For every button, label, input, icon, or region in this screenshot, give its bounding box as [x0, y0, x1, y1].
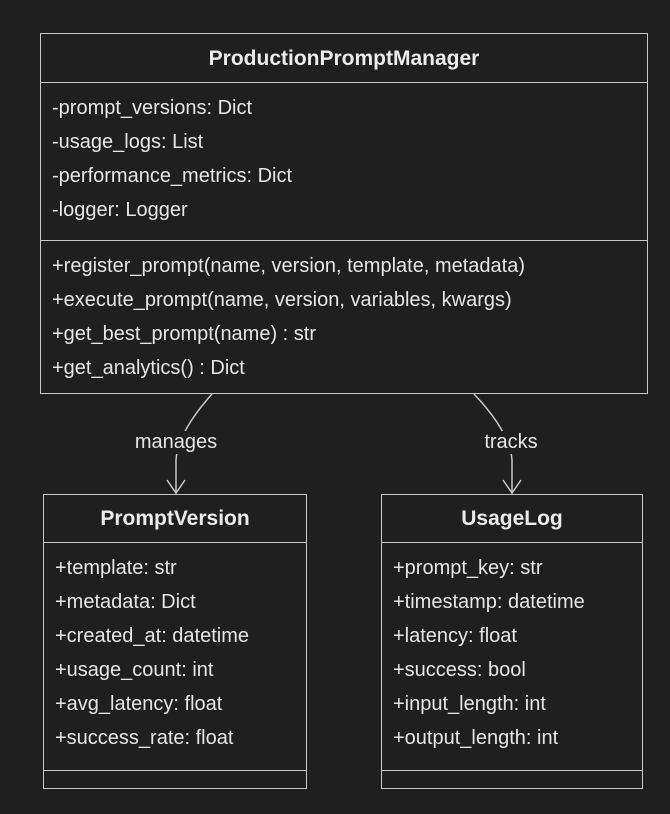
- attribute: +latency: float: [393, 625, 517, 647]
- attribute: +success: bool: [393, 659, 526, 681]
- attribute: +timestamp: datetime: [393, 591, 585, 613]
- class-name: UsageLog: [382, 495, 642, 543]
- attributes-section: [382, 543, 642, 771]
- attribute: +prompt_key: str: [393, 557, 543, 579]
- attribute: -usage_logs: List: [52, 131, 204, 153]
- method: +register_prompt(name, version, template, metadata): [52, 255, 525, 277]
- class-name: PromptVersion: [44, 495, 306, 543]
- attribute: -performance_metrics: Dict: [52, 165, 293, 187]
- prompt-version-class: [43, 494, 307, 789]
- production-prompt-manager-class: [40, 33, 648, 394]
- tracks-label: tracks: [470, 431, 552, 454]
- attribute: +output_length: int: [393, 727, 559, 749]
- attribute: -logger: Logger: [52, 199, 188, 221]
- methods-section: [41, 241, 647, 393]
- method: +execute_prompt(name, version, variables, kwargs): [52, 289, 512, 311]
- attribute: +usage_count: int: [55, 659, 214, 681]
- class-name: ProductionPromptManager: [41, 34, 647, 83]
- tracks-arrowhead: [503, 480, 521, 493]
- attribute: +created_at: datetime: [55, 625, 250, 647]
- attributes-section: [44, 543, 306, 771]
- attribute: +success_rate: float: [55, 727, 234, 749]
- attribute: +avg_latency: float: [55, 693, 223, 715]
- methods-section: [44, 771, 306, 788]
- usage-log-class: [381, 494, 643, 789]
- method: +get_best_prompt(name) : str: [52, 323, 317, 345]
- attributes-section: [41, 83, 647, 241]
- method: +get_analytics() : Dict: [52, 357, 245, 379]
- attribute: -prompt_versions: Dict: [52, 97, 253, 119]
- attribute: +template: str: [55, 557, 177, 579]
- manages-arrowhead: [167, 480, 185, 493]
- attribute: +metadata: Dict: [55, 591, 196, 613]
- manages-label: manages: [120, 431, 232, 454]
- attribute: +input_length: int: [393, 693, 546, 715]
- methods-section: [382, 771, 642, 788]
